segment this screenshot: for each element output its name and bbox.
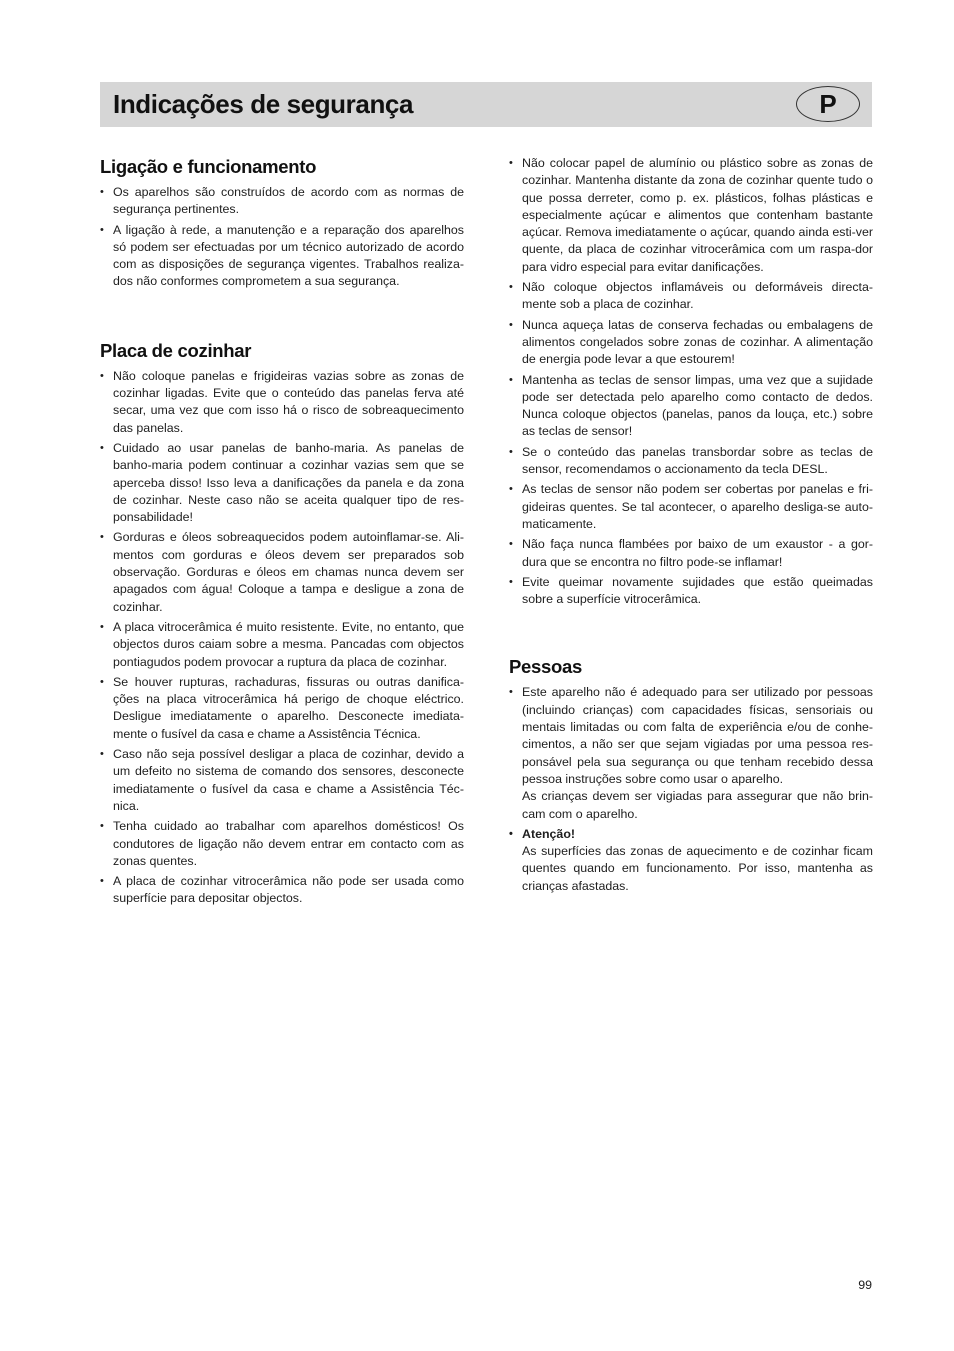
list-item: • Cuidado ao usar panelas de banho-maria. As panelas de banho-maria podem continuar a cozinhar vazias sem que se aperceba disso! Isso leva a danificações da panela e da zona de cozinhar. Neste caso não se aceita qualquer tipo de res-ponsabilidade!: [100, 440, 464, 526]
list-item: • A placa vitrocerâmica é muito resistente. Evite, no entanto, que objectos duros caiam sobre a mesma. Pancadas com objectos pontiagudos podem provocar a ruptura da placa de cozinhar.: [100, 619, 464, 671]
language-badge: P: [796, 86, 860, 122]
section-ligacao: [100, 155, 464, 291]
item-text: As superfícies das zonas de aquecimento e de cozinhar ficam quentes quando em funcionamento. Por isso, mantenha as crianças afastadas.: [522, 844, 873, 893]
list-item: • Evite queimar novamente sujidades que estão queimadas sobre a superfície vitrocerâmica.: [509, 574, 873, 609]
list-item: • Se houver rupturas, rachaduras, fissuras ou outras danifica-ções na placa vitrocerâmica há perigo de choque eléctrico. Desligue imediatamente o aparelho. Desconecte imediata-mente o fusível da casa e chame a Assistência Técnica.: [100, 674, 464, 743]
bullet-list: [100, 184, 464, 291]
list-item: • A placa de cozinhar vitrocerâmica não pode ser usada como superfície para depositar objectos.: [100, 873, 464, 908]
bullet-list: [100, 368, 464, 908]
list-item: • Mantenha as teclas de sensor limpas, uma vez que a sujidade pode ser detectada pelo aparelho como contacto de dedos. Nunca coloque objectos (panelas, panos da louça, etc.) sobre as teclas de sensor!: [509, 372, 873, 441]
list-item: • As teclas de sensor não podem ser cobertas por panelas e fri-gideiras quentes. Se tal acontecer, o aparelho desliga-se auto-maticamente.: [509, 481, 873, 533]
list-item: [509, 826, 873, 895]
list-item: • Não colocar papel de alumínio ou plástico sobre as zonas de cozinhar. Mantenha distante da zona de cozinhar quente tudo o que possa derreter, como p. ex. plásticos, folhas plásticas e especialmente açúcar e alimentos que contenham bastante açúcar. Remova imediatamente o açúcar, quando ainda esti-ver quente, da placa de cozinhar vitrocerâmica com um raspa-dor para vidro especial para evitar danificações.: [509, 155, 873, 276]
list-item: • Tenha cuidado ao trabalhar com aparelhos domésticos! Os condutores de ligação não devem entrar em contacto com as zonas quentes.: [100, 818, 464, 870]
list-item: • Gorduras e óleos sobreaquecidos podem autoinflamar-se. Ali-mentos com gorduras e óleos devem ser preparados sob observação. Gorduras e óleos em chamas nunca devem ser apagados com água! Coloque a tampa e desligue a zona de cozinhar.: [100, 529, 464, 615]
section-heading: Placa de cozinhar: [100, 339, 252, 361]
header-bar: [100, 82, 872, 127]
list-item: • Os aparelhos são construídos de acordo com as normas de segurança pertinentes.: [100, 184, 464, 219]
list-item: • Não coloque objectos inflamáveis ou deformáveis directa-mente sob a placa de cozinhar.: [509, 279, 873, 314]
list-item: • A ligação à rede, a manutenção e a reparação dos aparelhos só podem ser efectuadas por um técnico autorizado de acordo com as disposições de segurança vigentes. Trabalhos realiza-dos não conformes comprometem a sua segurança.: [100, 222, 464, 291]
list-item: • Se o conteúdo das panelas transbordar sobre as teclas de sensor, recomendamos o accionamento da tecla DESL.: [509, 444, 873, 479]
right-column: [509, 155, 873, 898]
bullet-list: [509, 684, 873, 895]
page-number: 99: [858, 1278, 872, 1292]
section-heading: Ligação e funcionamento: [100, 156, 317, 177]
page-title: Indicações de segurança: [113, 89, 414, 119]
section-pessoas: [509, 655, 873, 895]
item-text: • Este aparelho não é adequado para ser utilizado por pessoas (incluindo crianças) com capacidades físicas, sensoriais ou mentais limitadas ou com falta de experiência e/ou de conhe-cimentos, a não ser que sejam vigiadas por uma pessoa res-ponsável pela sua segurança ou que tenham recebido dessa pessoa instruções sobre como usar o aparelho.: [522, 685, 873, 786]
list-item: • Não faça nunca flambées por baixo de um exaustor - a gor-dura que se encontra no filtro pode-se inflamar!: [509, 536, 873, 571]
warning-label: • Atenção!: [522, 826, 576, 841]
bullet-list: [509, 155, 873, 608]
left-column: [100, 155, 464, 911]
list-item: • Não coloque panelas e frigideiras vazias sobre as zonas de cozinhar ligadas. Evite que o conteúdo das panelas ferva até secar, uma vez que com isso há o risco de sobreaquecimento das panelas.: [100, 368, 464, 437]
section-placa: [100, 339, 464, 908]
list-item: [509, 684, 873, 822]
item-text: As crianças devem ser vigiadas para assegurar que não brin-cam com o aparelho.: [522, 789, 873, 821]
section-heading: Pessoas: [509, 656, 582, 678]
list-item: • Caso não seja possível desligar a placa de cozinhar, devido a um defeito no sistema de comando dos sensores, desconecte imediatamente o fusível da casa e chame a Assistência Téc-nica.: [100, 746, 464, 815]
list-item: • Nunca aqueça latas de conserva fechadas ou embalagens de alimentos congelados sobre zonas de cozinhar. A alimentação de energia pode levar a que estourem!: [509, 317, 873, 369]
